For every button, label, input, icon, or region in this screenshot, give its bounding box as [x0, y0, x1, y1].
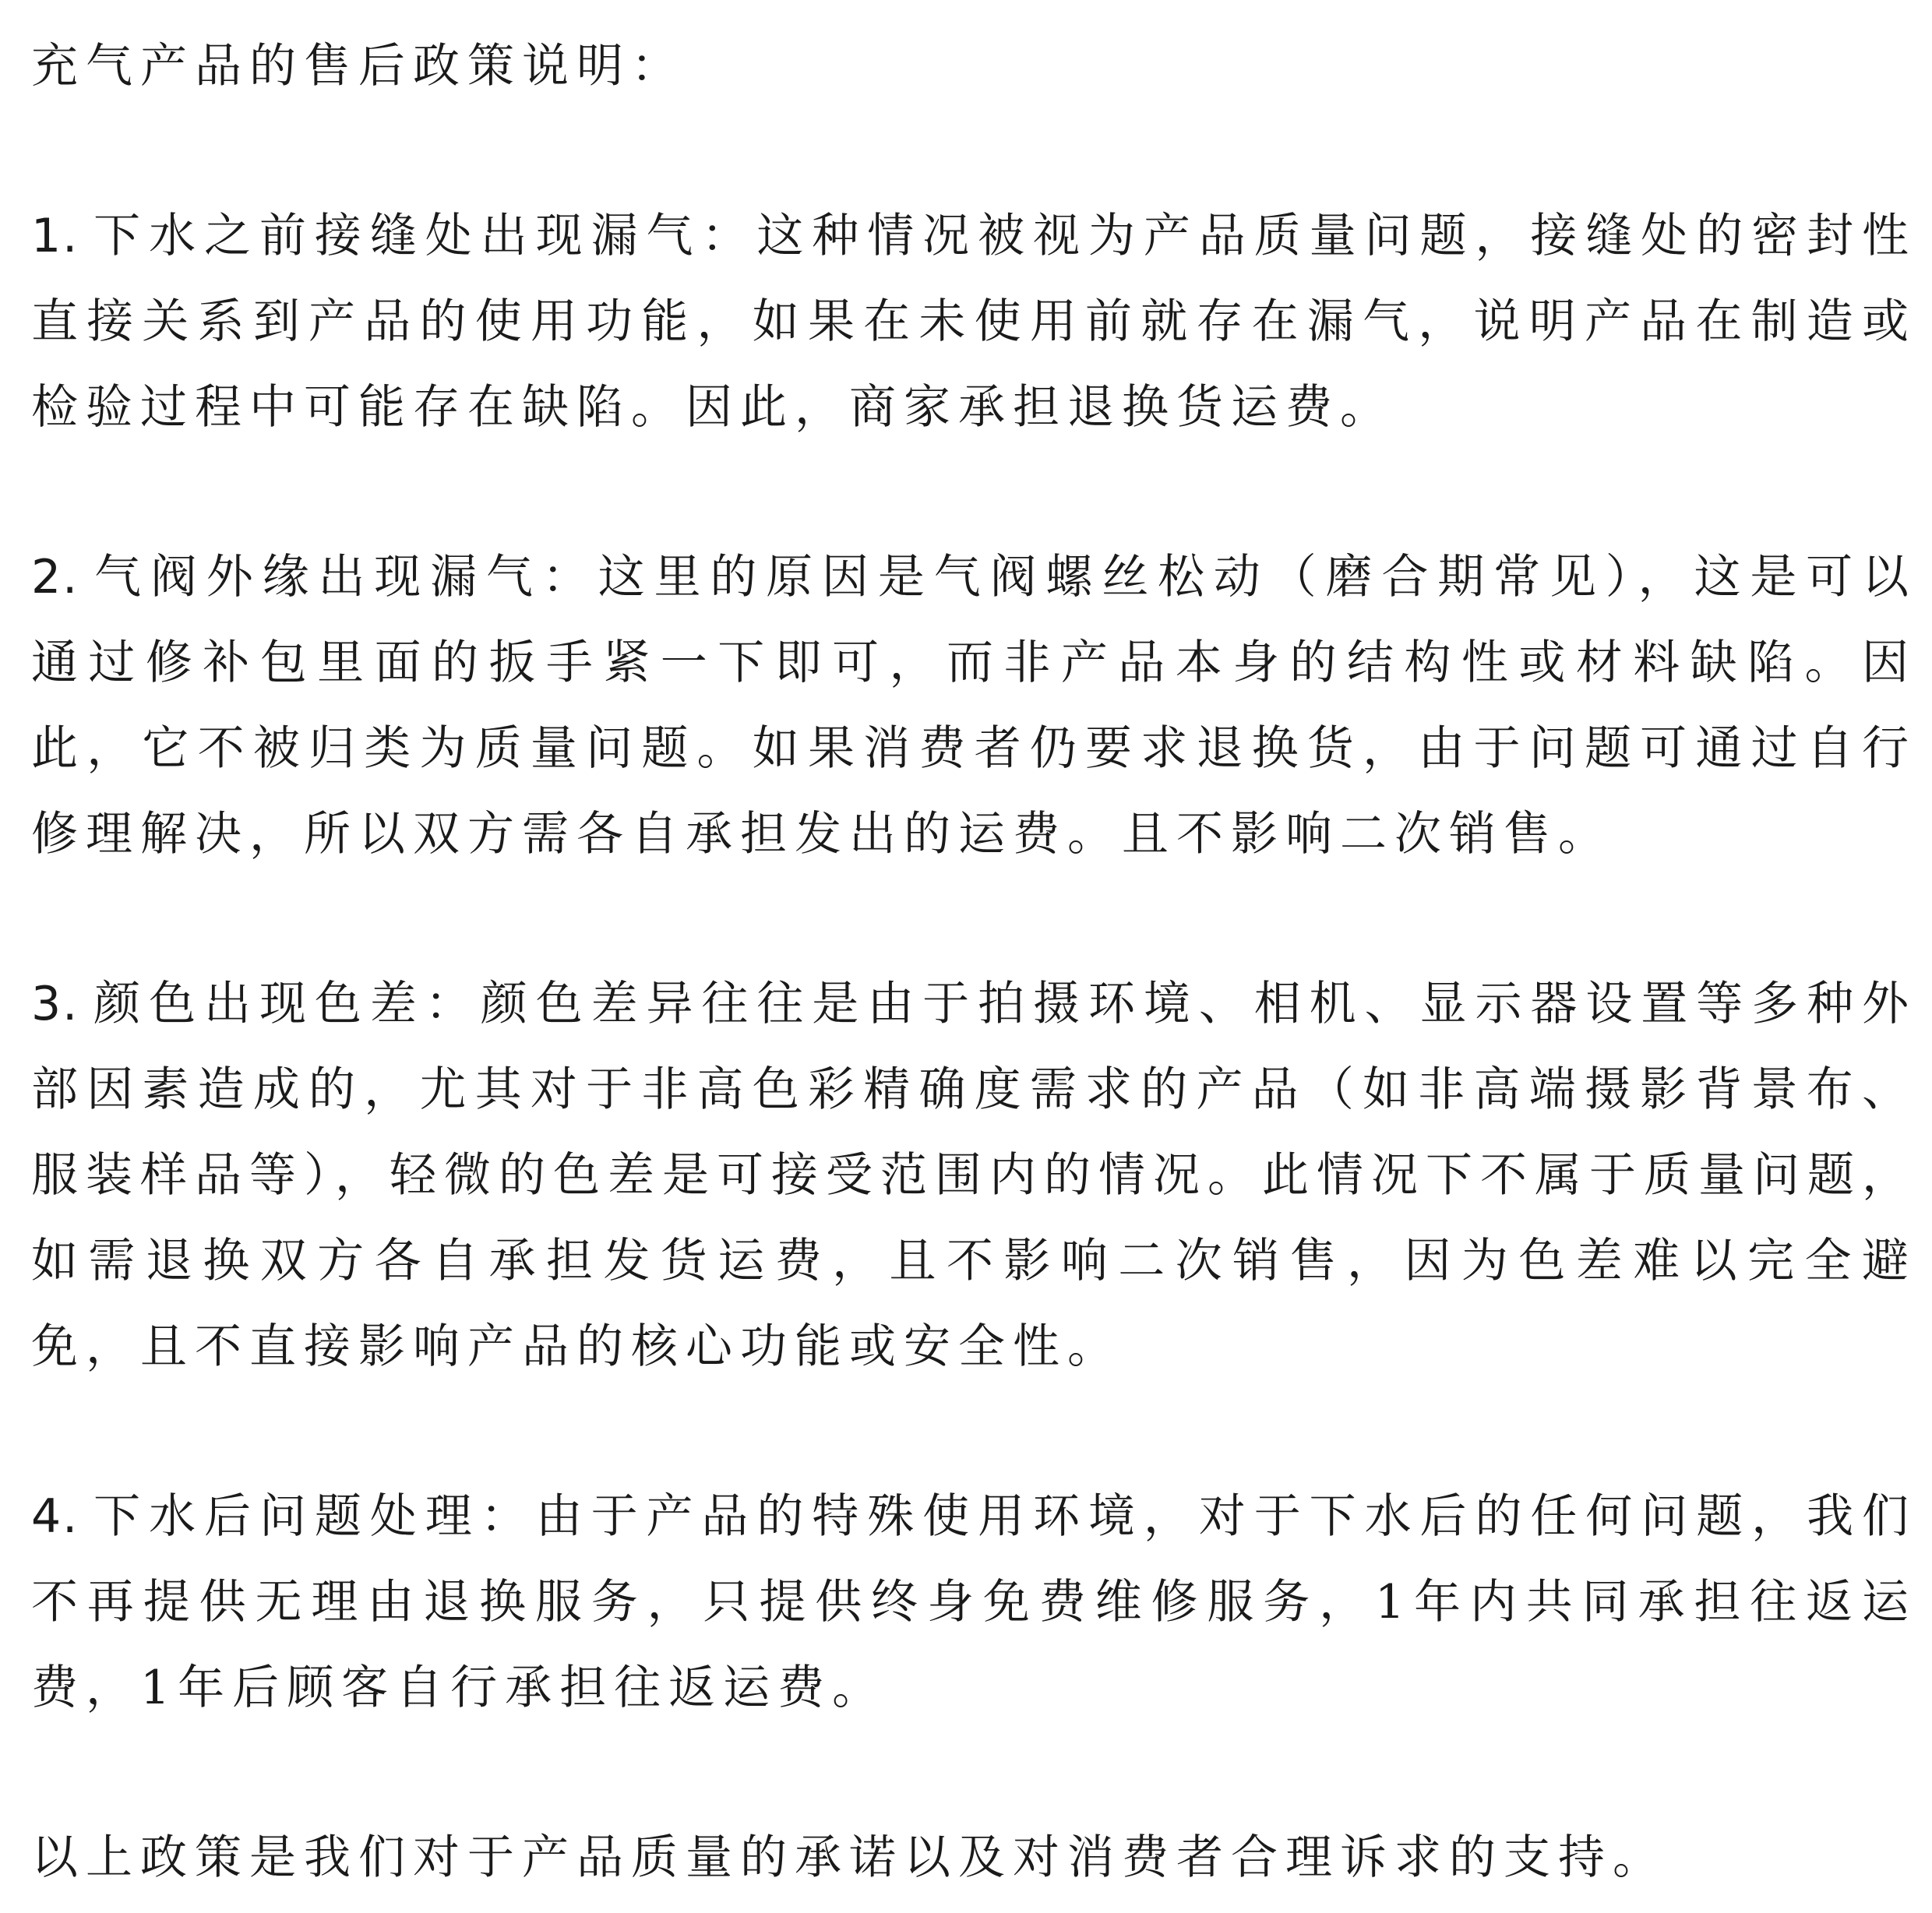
closing-statement: 以上政策是我们对于产品质量的承诺以及对消费者合理诉求的支持。	[31, 1830, 1667, 1885]
policy-item-2-number: 2.	[31, 550, 79, 604]
policy-item-2	[31, 534, 1916, 877]
policy-item-1-text: 下水之前接缝处出现漏气：这种情况被视为产品质量问题，接缝处的密封性直接关系到产品的使用功能，如果在未使用前就存在漏气，说明产品在制造或检验过程中可能存在缺陷。因此，商家承担退换货运费。	[31, 209, 1916, 435]
policy-item-3-text: 颜色出现色差：颜色差异往往是由于拍摄环境、相机、显示器设置等多种外部因素造成的，尤其对于非高色彩精确度需求的产品（如非高端摄影背景布、服装样品等），轻微的色差是可接受范围内的情况。此情况下不属于质量问题，如需退换双方各自承担发货运费，且不影响二次销售，因为色差难以完全避免，且不直接影响产品的核心功能或安全性。	[31, 977, 1916, 1374]
document-title: 充气产品的售后政策说明：	[31, 39, 686, 93]
policy-item-3-number: 3.	[31, 977, 79, 1031]
policy-item-3	[31, 961, 1916, 1390]
policy-item-1-number: 1.	[31, 209, 79, 263]
policy-item-4	[31, 1474, 1916, 1731]
policy-document	[31, 23, 1916, 1901]
policy-item-1	[31, 193, 1916, 450]
policy-item-4-number: 4.	[31, 1489, 79, 1544]
policy-item-4-text: 下水后问题处理：由于产品的特殊使用环境，对于下水后的任何问题，我们不再提供无理由退换服务，只提供终身免费维修服务，1年内共同承担往返运费，1年后顾客自行承担往返运费。	[31, 1489, 1916, 1715]
policy-item-2-text: 气阀外缘出现漏气：这里的原因是气阀螺丝松动（磨合期常见），这是可以通过修补包里面的扳手紧一下即可，而非产品本身的结构性或材料缺陷。因此，它不被归类为质量问题。如果消费者仍要求退换货，由于问题可通过自行修理解决，所以双方需各自承担发出的运费。且不影响二次销售。	[31, 550, 1916, 861]
